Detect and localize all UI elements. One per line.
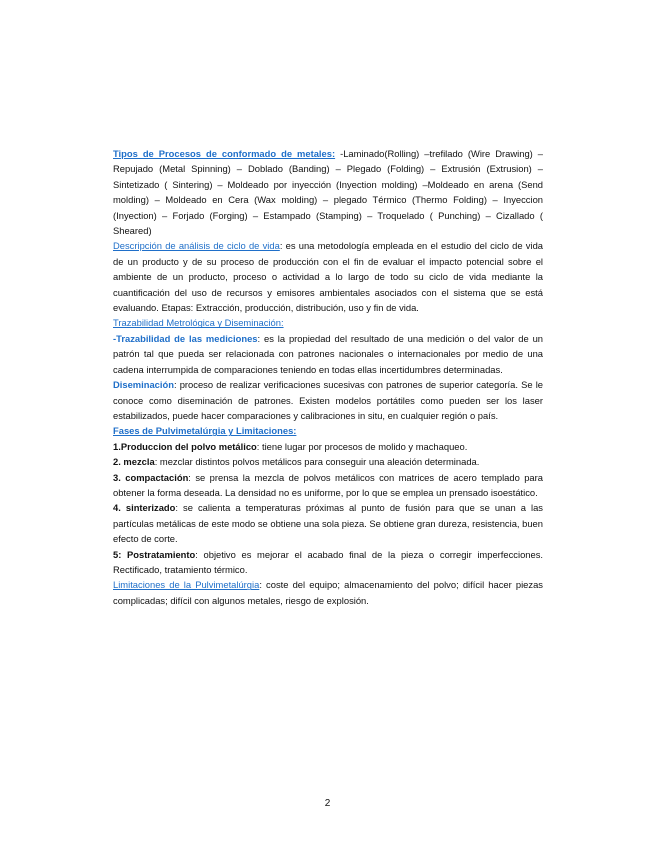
phase-label-5: 5: Postratamiento <box>113 548 196 560</box>
paragraph-diseminacion <box>113 377 543 423</box>
list-item <box>113 439 543 454</box>
heading-trazabilidad-text: Trazabilidad Metrológica y Diseminación: <box>113 317 284 329</box>
text-procesos-conformado: -Laminado(Rolling) –trefilado (Wire Drawing) – Repujado (Metal Spinning) – Doblado (Banding) – Plegado (Folding) – Extrusión (Extrusion) – Sintetizado ( Sintering) – Moldeado por inyección (Inyection molding) –Moldeado en arena (Send molding) – Moldeado en Cera (Wax molding) – plegado Térmico (Thermo Folding) – Inyeccion (Inyection) – Forjado (Forging) – Estampado (Stamping) – Troquelado ( Punching) – Cizallado ( Sheared) <box>113 148 543 237</box>
list-item <box>113 547 543 578</box>
label-trazabilidad-mediciones: -Trazabilidad de las mediciones <box>113 332 258 344</box>
paragraph-limitaciones <box>113 577 543 608</box>
heading-pulvimetalurgia <box>113 423 543 438</box>
page-number: 2 <box>324 798 331 809</box>
phase-label-4: 4. sinterizado <box>113 502 176 514</box>
paragraph-ciclo-vida <box>113 238 543 315</box>
phase-label-1: 1.Produccion del polvo metálico <box>113 440 257 452</box>
text-ciclo-vida: : es una metodología empleada en el estudio del ciclo de vida de un producto y de su proceso de producción con el fin de evaluar el impacto potencial sobre el ambiente de un producto, proceso o actividad a lo largo de todo su ciclo de vida mediante la cuantificación del uso de recursos y emisores ambientales asociados con el sistema que se está evaluando. Etapas: Extracción, producción, distribución, uso y fin de vida. <box>113 240 544 314</box>
list-item <box>113 454 543 469</box>
heading-ciclo-vida: Descripción de análisis de ciclo de vida <box>113 240 280 252</box>
document-body <box>113 146 543 608</box>
heading-pulvimetalurgia-text: Fases de Pulvimetalúrgia y Limitaciones: <box>113 425 297 437</box>
phase-text-1: : tiene lugar por procesos de molido y machaqueo. <box>256 440 468 452</box>
list-item <box>113 470 543 501</box>
label-diseminacion: Diseminación <box>113 379 174 391</box>
heading-limitaciones: Limitaciones de la Pulvimetalúrgia <box>113 579 260 591</box>
phase-label-2: 2. mezcla <box>113 456 155 468</box>
text-limitaciones: : coste del equipo; almacenamiento del polvo; difícil hacer piezas complicadas; difícil con algunos metales, riesgo de explosión. <box>113 579 543 606</box>
paragraph-trazabilidad-mediciones <box>113 331 543 377</box>
phase-text-4: : se calienta a temperaturas próximas al punto de fusión para que se unan a las partículas metálicas de este modo se obtiene una sola pieza. Se obtiene gran dureza, resistencia, buen efecto de corte. <box>113 502 543 545</box>
phase-label-3: 3. compactación <box>113 471 189 483</box>
list-item <box>113 500 543 546</box>
heading-procesos-conformado: Tipos de Procesos de conformado de metales: <box>113 148 336 159</box>
heading-trazabilidad <box>113 315 543 330</box>
phase-text-2: : mezclar distintos polvos metálicos para conseguir una aleación determinada. <box>154 456 480 468</box>
phase-text-5: : objetivo es mejorar el acabado final de la pieza o corregir imperfecciones. Rectificado, tratamiento térmico. <box>113 548 543 575</box>
phase-text-3: : se prensa la mezcla de polvos metálicos con matrices de acero templado para obtener la forma deseada. La densidad no es uniforme, por lo que se emplea un prensado isoestático. <box>113 471 543 498</box>
paragraph-procesos-conformado <box>113 146 543 238</box>
text-trazabilidad-mediciones: : es la propiedad del resultado de una medición o del valor de un patrón tal que pueda ser relacionada con patrones nacionales o internacionales por medio de una cadena interrumpida de comparaciones teniendo en todas ellas incertidumbres determinadas. <box>113 332 543 375</box>
text-diseminacion: : proceso de realizar verificaciones sucesivas con patrones de superior categoría. Se le conoce como diseminación de patrones. Existen modelos portátiles como pueden ser los laser estabilizados, puede hacer comparaciones y calibraciones in situ, en cualquier región o país. <box>113 379 543 421</box>
